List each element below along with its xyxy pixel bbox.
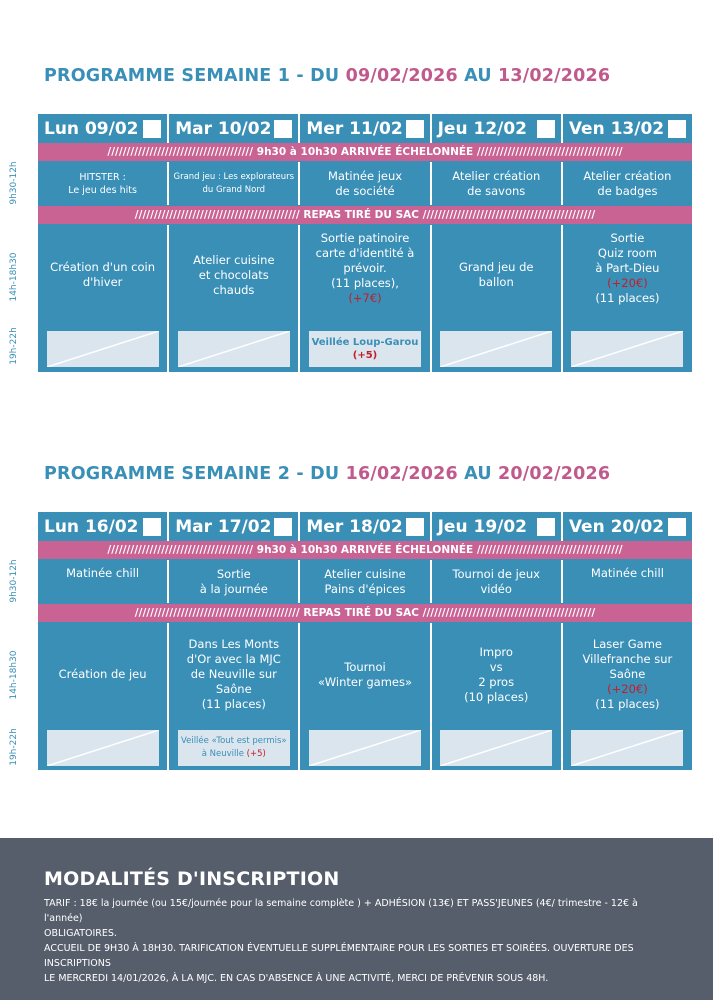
date-to: 20/02/2026 [498,464,611,484]
evening-row [38,726,692,770]
day-checkbox[interactable] [274,518,292,536]
empty-slot[interactable] [47,331,159,367]
empty-slot[interactable] [440,730,552,766]
afternoon-row [38,225,692,325]
morning-activity: Sortie à la journée [167,560,298,603]
day-checkbox[interactable] [406,120,424,138]
evening-slot [561,325,692,372]
side-label-evening: 19h-22h [9,728,19,766]
afternoon-activity: Impro vs 2 pros (10 places) [430,623,561,726]
week-title [44,464,610,484]
evening-slot [167,325,298,372]
empty-slot[interactable] [178,331,290,367]
afternoon-activity: Création de jeu [58,667,147,681]
evening-slot [38,325,167,372]
day-checkbox[interactable] [537,518,555,536]
title-middle: AU [457,66,499,86]
week-grid [38,114,692,372]
empty-slot[interactable] [571,730,683,766]
evening-slot [561,726,692,770]
date-from: 09/02/2026 [345,66,458,86]
evening-slot [430,325,561,372]
registration-footer [0,838,713,1000]
morning-row [38,162,692,205]
day-header-row [38,114,692,144]
morning-activity: Grand jeu : Les explorateurs du Grand Nord [167,162,298,205]
morning-activity: Tournoi de jeux vidéo [430,560,561,603]
morning-activity: Atelier création de badges [561,162,692,205]
empty-slot[interactable] [309,730,421,766]
morning-activity: HITSTER : Le jeu des hits [68,171,137,196]
lunch-band: /////////////////////////////////////////// REPAS TIRÉ DU SAC ///////////////////////////////////////////// [38,604,692,622]
day-checkbox[interactable] [274,120,292,138]
day-header: Lun 09/02 [38,114,167,144]
evening-slot [167,726,298,770]
side-label-afternoon: 14h-18h30 [9,252,19,302]
afternoon-activity: Création d'un coin d'hiver [50,260,156,289]
morning-activity: Atelier création de savons [430,162,561,205]
side-label-morning: 9h30-12h [9,161,19,205]
footer-line: OBLIGATOIRES. [44,928,117,939]
morning-row [38,560,692,603]
day-header: Mar 10/02 [167,114,298,144]
afternoon-activity: Dans Les Monts d'Or avec la MJC de Neuville sur Saône (11 places) [167,623,298,726]
week-grid [38,512,692,770]
evening-slot [38,726,167,770]
evening-slot [430,726,561,770]
evening-slot [298,325,429,372]
title-middle: AU [457,464,499,484]
evening-row [38,325,692,372]
day-header: Ven 20/02 [561,512,692,542]
day-checkbox[interactable] [143,518,161,536]
day-checkbox[interactable] [537,120,555,138]
empty-slot[interactable] [47,730,159,766]
footer-line: TARIF : 18€ la journée (ou 15€/journée pour la semaine complète ) + ADHÉSION (13€) ET PASS'JEUNES (4€/ trimestre - 12€ à l'année) [44,898,638,924]
morning-activity: Matinée jeux de société [298,162,429,205]
lunch-band: /////////////////////////////////////////// REPAS TIRÉ DU SAC ///////////////////////////////////////////// [38,206,692,224]
afternoon-activity: Sortie patinoire carte d'identité à prévoir. (11 places), (+7€) [298,225,429,325]
evening-activity: Veillée «Tout est permis» à Neuville (+5) [178,730,290,766]
morning-activity: Atelier cuisine Pains d'épices [298,560,429,603]
empty-slot[interactable] [440,331,552,367]
afternoon-activity: Grand jeu de ballon [430,225,561,325]
arrival-band: ////////////////////////////////////// 9h30 à 10h30 ARRIVÉE ÉCHELONNÉE ////////////////////////////////////// [38,143,692,161]
footer-line: ACCUEIL DE 9H30 À 18H30. TARIFICATION ÉVENTUELLE SUPPLÉMENTAIRE POUR LES SORTIES ET SOIRÉES. OUVERTURE DES INSCRIPTIONS [44,943,634,969]
day-checkbox[interactable] [143,120,161,138]
day-header: Jeu 12/02 [430,114,561,144]
evening-slot [298,726,429,770]
title-prefix: PROGRAMME SEMAINE 2 - DU [44,464,346,484]
day-header: Jeu 19/02 [430,512,561,542]
afternoon-activity: Atelier cuisine et chocolats chauds [167,225,298,325]
afternoon-activity: Laser Game Villefranche sur Saône (+20€) (11 places) [561,623,692,726]
footer-title: MODALITÉS D'INSCRIPTION [44,868,340,890]
morning-activity: Matinée chill [66,566,140,580]
day-checkbox[interactable] [668,120,686,138]
footer-text [44,896,674,986]
week-title [44,66,610,86]
evening-activity: Veillée Loup-Garou (+5) [309,331,421,367]
day-header: Mar 17/02 [167,512,298,542]
footer-line: LE MERCREDI 14/01/2026, À LA MJC. EN CAS D'ABSENCE À UNE ACTIVITÉ, MERCI DE PRÉVENIR SOUS 48H. [44,973,549,984]
day-header: Mer 11/02 [298,114,429,144]
day-checkbox[interactable] [406,518,424,536]
day-header: Ven 13/02 [561,114,692,144]
day-header-row [38,512,692,542]
day-header: Lun 16/02 [38,512,167,542]
day-checkbox[interactable] [668,518,686,536]
day-header: Mer 18/02 [298,512,429,542]
date-from: 16/02/2026 [345,464,458,484]
arrival-band: ////////////////////////////////////// 9h30 à 10h30 ARRIVÉE ÉCHELONNÉE ////////////////////////////////////// [38,541,692,559]
afternoon-row [38,623,692,726]
afternoon-activity: Tournoi «Winter games» [298,623,429,726]
side-label-morning: 9h30-12h [9,559,19,603]
empty-slot[interactable] [571,331,683,367]
date-to: 13/02/2026 [498,66,611,86]
title-prefix: PROGRAMME SEMAINE 1 - DU [44,66,346,86]
side-label-afternoon: 14h-18h30 [9,650,19,700]
side-label-evening: 19h-22h [9,327,19,365]
afternoon-activity: Sortie Quiz room à Part-Dieu (+20€) (11 places) [561,225,692,325]
morning-activity: Matinée chill [561,560,692,603]
